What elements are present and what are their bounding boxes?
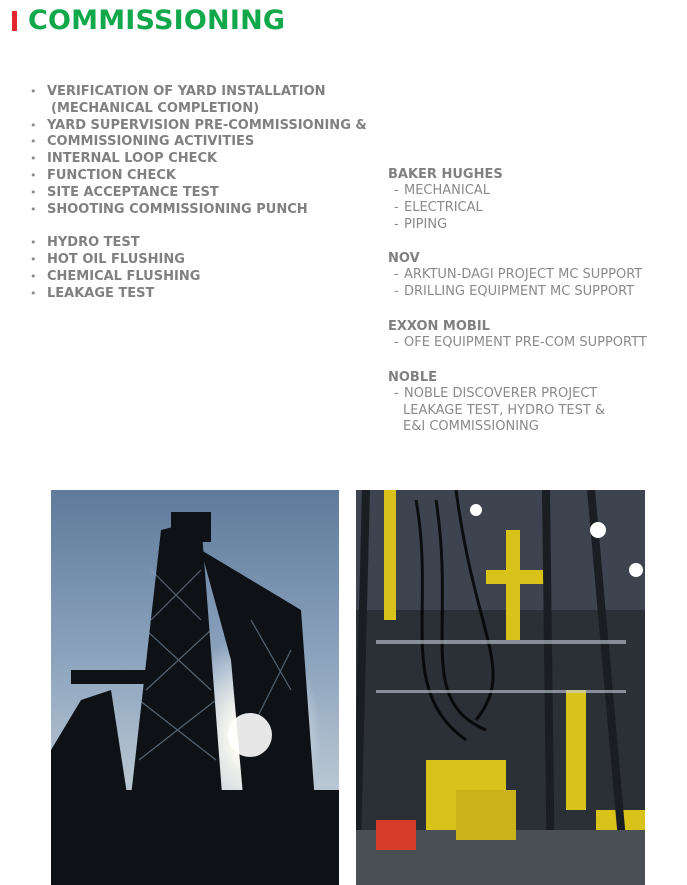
scope-item: • VERIFICATION OF YARD INSTALLATION (MECHANICAL COMPLETION) — [30, 84, 370, 118]
client-exxon-mobil — [388, 318, 678, 352]
test-item: • HOT OIL FLUSHING — [30, 252, 370, 269]
scope-item: • FUNCTION CHECK — [30, 168, 370, 185]
client-item: - NOBLE DISCOVERER PROJECT LEAKAGE TEST, HYDRO TEST & E&I COMMISSIONING — [388, 386, 678, 436]
scope-list — [30, 84, 370, 303]
client-item: - OFE EQUIPMENT PRE-COM SUPPORTT — [394, 334, 647, 350]
client-name: NOBLE — [388, 369, 438, 385]
list-spacer — [30, 218, 370, 235]
test-item: • HYDRO TEST — [30, 235, 370, 252]
derrick-illustration — [51, 490, 339, 885]
client-nov — [388, 250, 678, 301]
test-list — [30, 235, 370, 302]
drill-floor-photo — [356, 490, 645, 885]
client-name: EXXON MOBIL — [388, 318, 490, 334]
client-item: - DRILLING EQUIPMENT MC SUPPORT — [394, 284, 635, 300]
client-baker-hughes — [388, 166, 678, 233]
scope-item-continuation: (MECHANICAL COMPLETION) — [51, 100, 260, 116]
scope-item: • SITE ACCEPTANCE TEST — [30, 185, 370, 202]
client-name: BAKER HUGHES — [388, 167, 503, 182]
client-list — [388, 166, 678, 453]
client-item: - MECHANICAL — [394, 183, 490, 198]
derrick-photo — [51, 490, 339, 885]
scope-item: • INTERNAL LOOP CHECK — [30, 151, 370, 168]
scope-item: • SHOOTING COMMISSIONING PUNCH — [30, 202, 370, 219]
drill-floor-illustration — [356, 490, 645, 885]
client-item-continuation: E&I COMMISSIONING — [403, 419, 539, 435]
client-noble — [388, 369, 678, 436]
title-accent-bar — [12, 11, 17, 31]
client-item-continuation: LEAKAGE TEST, HYDRO TEST & — [403, 402, 606, 418]
client-name: NOV — [388, 251, 420, 267]
client-item: - ARKTUN-DAGI PROJECT MC SUPPORT — [394, 267, 643, 283]
test-item: • LEAKAGE TEST — [30, 286, 370, 303]
test-item: • CHEMICAL FLUSHING — [30, 269, 370, 286]
scope-item: • YARD SUPERVISION PRE-COMMISSIONING & — [30, 118, 370, 135]
client-item: - PIPING — [394, 216, 448, 232]
scope-item: • COMMISSIONING ACTIVITIES — [30, 134, 370, 151]
page-title: COMMISSIONING — [28, 5, 286, 36]
client-item: - ELECTRICAL — [394, 199, 483, 215]
